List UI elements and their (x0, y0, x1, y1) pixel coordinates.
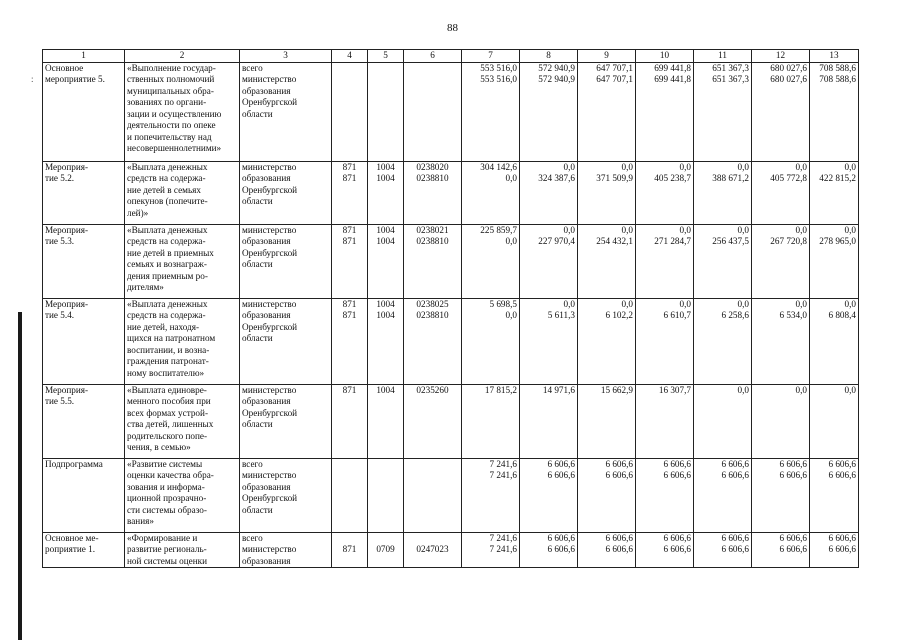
row-description-cell (125, 62, 240, 161)
code-value: 0238810 (416, 236, 449, 246)
value-line: 680 027,6 (770, 74, 807, 84)
value-cell (636, 62, 694, 161)
code-grbs-cell (332, 532, 368, 568)
value-line: 572 940,9 (538, 74, 575, 84)
code-value: 871 (342, 384, 357, 395)
value-line: 680 027,6 (770, 62, 807, 73)
code-value (370, 63, 401, 75)
row-label: Основное мероприятие 5. (45, 62, 105, 84)
code-value (334, 459, 365, 471)
code-value: 871 (342, 161, 357, 172)
code-target-cell (404, 384, 462, 458)
code-value: 1004 (376, 236, 395, 246)
value-line: 553 516,0 (480, 74, 517, 84)
row-label-cell (43, 62, 125, 161)
value-cell (694, 298, 752, 384)
value-line: 5 698,5 (489, 298, 517, 309)
row-label-cell (43, 298, 125, 384)
code-value (406, 470, 459, 482)
code-value: 0238021 (416, 224, 449, 235)
value-line: 0,0 (679, 298, 691, 309)
value-line: 0,0 (737, 384, 749, 395)
code-section-cell (368, 458, 404, 532)
value-line: 6 606,6 (721, 532, 749, 543)
code-section-cell (368, 298, 404, 384)
value-line: 227 970,4 (538, 236, 575, 246)
code-value: 0247023 (416, 544, 449, 554)
value-cell (520, 298, 578, 384)
row-description-cell (125, 384, 240, 458)
value-line: 647 707,1 (596, 74, 633, 84)
value-line: 7 241,6 (489, 458, 517, 469)
code-target-cell (404, 532, 462, 568)
value-line: 6 606,6 (547, 470, 575, 480)
value-line: 422 815,2 (819, 173, 856, 183)
value-line: 0,0 (679, 224, 691, 235)
value-line: 651 367,3 (712, 74, 749, 84)
header-cell: 2 (125, 50, 240, 63)
value-line: 7 241,6 (489, 470, 517, 480)
code-section-cell (368, 532, 404, 568)
code-grbs-cell (332, 384, 368, 458)
row-description: «Выполнение государ- ственных полномочий муниципальных обра- зованиях по органи- зации и осуществлению деятельности по опеке и попечительству над несовершеннолетними» (127, 62, 222, 153)
value-line: 0,0 (563, 298, 575, 309)
code-value (334, 63, 365, 75)
code-value: 0235260 (416, 384, 449, 395)
value-line: 324 387,6 (538, 173, 575, 183)
value-line: 699 441,8 (654, 74, 691, 84)
code-value (370, 533, 401, 545)
value-line: 6 606,6 (779, 544, 807, 554)
code-value (370, 74, 401, 86)
value-cell (694, 224, 752, 298)
row-label: Подпрограмма (45, 458, 103, 469)
value-cell (752, 161, 810, 224)
value-line: 6 102,2 (605, 310, 633, 320)
code-value: 1004 (376, 161, 395, 172)
row-label-cell (43, 161, 125, 224)
executor-line: всего (242, 458, 263, 469)
value-cell (752, 224, 810, 298)
value-line: 6 606,6 (605, 470, 633, 480)
value-line: 6 606,6 (779, 470, 807, 480)
value-cell (636, 161, 694, 224)
value-line: 371 509,9 (596, 173, 633, 183)
value-line: 6 606,6 (663, 532, 691, 543)
value-line: 0,0 (737, 298, 749, 309)
code-value: 871 (342, 173, 357, 183)
value-line: 6 606,6 (605, 544, 633, 554)
code-value: 871 (342, 224, 357, 235)
value-line: 6 534,0 (779, 310, 807, 320)
value-cell (520, 384, 578, 458)
value-line: 6 606,6 (547, 544, 575, 554)
value-cell (636, 384, 694, 458)
code-value: 1004 (376, 224, 395, 235)
value-line: 405 238,7 (654, 173, 691, 183)
row-description: «Выплата денежных средств на содержа- ние детей в приемных семьях и вознаграж- дения приемным ро- дителям» (127, 224, 214, 292)
value-line: 6 606,6 (547, 458, 575, 469)
value-line: 6 606,6 (721, 544, 749, 554)
row-description: «Развитие системы оценки качества обра- зования и информа- ционной прозрачно- сти системы образо- вания» (127, 458, 214, 526)
value-cell (520, 62, 578, 161)
header-cell: 8 (520, 50, 578, 63)
value-line: 6 606,6 (663, 544, 691, 554)
code-grbs-cell (332, 224, 368, 298)
value-line: 0,0 (679, 161, 691, 172)
value-line: 0,0 (621, 224, 633, 235)
table-row (43, 458, 859, 532)
value-cell (810, 161, 859, 224)
header-cell: 4 (332, 50, 368, 63)
table-header-row (43, 50, 859, 63)
scan-edge-bar (18, 312, 22, 640)
header-cell: 10 (636, 50, 694, 63)
value-cell (636, 298, 694, 384)
value-cell (462, 62, 520, 161)
header-cell: 12 (752, 50, 810, 63)
value-cell (694, 384, 752, 458)
value-line: 256 437,5 (712, 236, 749, 246)
value-cell (578, 458, 636, 532)
value-cell (810, 532, 859, 568)
value-line: 6 606,6 (828, 458, 856, 469)
value-cell (578, 161, 636, 224)
executor-cell (240, 384, 332, 458)
value-line: 6 606,6 (828, 532, 856, 543)
value-line: 6 258,6 (721, 310, 749, 320)
value-line: 304 142,6 (480, 161, 517, 172)
code-value: 0238025 (416, 298, 449, 309)
code-value: 0238810 (416, 173, 449, 183)
value-line: 0,0 (795, 384, 807, 395)
executor-cell (240, 62, 332, 161)
value-cell (752, 458, 810, 532)
executor-cell (240, 458, 332, 532)
code-grbs-cell (332, 458, 368, 532)
code-value: 0238810 (416, 310, 449, 320)
code-target-cell (404, 458, 462, 532)
value-line: 6 606,6 (547, 532, 575, 543)
value-line: 0,0 (844, 298, 856, 309)
code-target-cell (404, 224, 462, 298)
value-line: 405 772,8 (770, 173, 807, 183)
code-target-cell (404, 62, 462, 161)
value-line: 0,0 (795, 224, 807, 235)
value-line: 254 432,1 (596, 236, 633, 246)
value-line: 0,0 (737, 224, 749, 235)
value-cell (694, 161, 752, 224)
executor-line: министерство образования Оренбургской области (242, 74, 298, 119)
value-line: 17 815,2 (484, 384, 517, 395)
value-line: 6 606,6 (779, 532, 807, 543)
value-line: 225 859,7 (480, 224, 517, 235)
value-cell (462, 224, 520, 298)
row-description-cell (125, 298, 240, 384)
value-cell (810, 384, 859, 458)
code-value (406, 533, 459, 545)
code-value (334, 470, 365, 482)
code-value (334, 74, 365, 86)
row-label: Мероприя- тие 5.3. (45, 224, 89, 246)
code-value: 871 (342, 236, 357, 246)
code-value (406, 459, 459, 471)
table-body (43, 50, 859, 568)
header-cell: 9 (578, 50, 636, 63)
value-line: 15 662,9 (600, 384, 633, 395)
value-cell (810, 62, 859, 161)
table-row (43, 298, 859, 384)
executor-line: министерство образования (242, 544, 297, 566)
value-cell (520, 458, 578, 532)
value-line: 16 307,7 (658, 384, 691, 395)
value-line: 7 241,6 (489, 532, 517, 543)
row-description-cell (125, 458, 240, 532)
row-label: Мероприя- тие 5.4. (45, 298, 89, 320)
value-cell (578, 298, 636, 384)
value-line: 6 606,6 (605, 532, 633, 543)
value-cell (520, 532, 578, 568)
code-section-cell (368, 224, 404, 298)
page-number: 88 (447, 22, 458, 34)
table-row (43, 384, 859, 458)
value-line: 572 940,9 (538, 62, 575, 73)
value-line: 708 588,6 (819, 74, 856, 84)
code-value: 871 (342, 298, 357, 309)
value-line: 647 707,1 (596, 62, 633, 73)
value-line: 0,0 (844, 224, 856, 235)
value-cell (694, 532, 752, 568)
row-description: «Выплата денежных средств на содержа- ние детей в семьях опекунов (попечите- лей)» (127, 161, 208, 218)
executor-line: всего (242, 532, 263, 543)
value-line: 388 671,2 (712, 173, 749, 183)
header-cell: 6 (404, 50, 462, 63)
row-label-cell (43, 532, 125, 568)
value-cell (520, 161, 578, 224)
row-label-cell (43, 384, 125, 458)
row-label: Основное ме- роприятие 1. (45, 532, 99, 554)
code-value (334, 533, 365, 545)
value-cell (636, 458, 694, 532)
value-line: 6 808,4 (828, 310, 856, 320)
header-cell: 5 (368, 50, 404, 63)
value-line: 6 606,6 (828, 470, 856, 480)
value-line: 278 965,0 (819, 236, 856, 246)
value-cell (462, 532, 520, 568)
code-value: 1004 (376, 310, 395, 320)
value-cell (636, 532, 694, 568)
code-value: 871 (342, 544, 357, 554)
executor-cell (240, 224, 332, 298)
value-line: 6 606,6 (605, 458, 633, 469)
row-description: «Формирование и развитие региональ- ной системы оценки (127, 532, 208, 566)
value-line: 0,0 (563, 161, 575, 172)
value-line: 6 606,6 (779, 458, 807, 469)
table-row (43, 224, 859, 298)
value-line: 0,0 (795, 161, 807, 172)
value-cell (752, 532, 810, 568)
code-value: 871 (342, 310, 357, 320)
code-value (406, 63, 459, 75)
value-line: 0,0 (844, 384, 856, 395)
header-cell: 3 (240, 50, 332, 63)
executor-cell (240, 161, 332, 224)
executor-cell (240, 532, 332, 568)
row-description: «Выплата денежных средств на содержа- ние детей, находя- щихся на патронатном воспитании, и возна- граждения патронат- ному воспитателю» (127, 298, 216, 378)
executor-line: министерство образования Оренбургской области (242, 298, 298, 343)
value-cell (578, 532, 636, 568)
value-cell (636, 224, 694, 298)
value-cell (578, 384, 636, 458)
value-line: 0,0 (505, 173, 517, 183)
code-target-cell (404, 298, 462, 384)
value-line: 699 441,8 (654, 62, 691, 73)
table-row (43, 62, 859, 161)
code-value (370, 470, 401, 482)
value-line: 6 606,6 (828, 544, 856, 554)
value-line: 6 606,6 (721, 458, 749, 469)
value-cell (578, 62, 636, 161)
value-cell (462, 458, 520, 532)
row-description-cell (125, 224, 240, 298)
executor-line: всего (242, 62, 263, 73)
budget-table (42, 49, 859, 568)
value-line: 651 367,3 (712, 62, 749, 73)
value-line: 6 606,6 (663, 470, 691, 480)
value-cell (462, 161, 520, 224)
value-line: 553 516,0 (480, 62, 517, 73)
row-label: Мероприя- тие 5.5. (45, 384, 89, 406)
code-grbs-cell (332, 62, 368, 161)
value-line: 0,0 (795, 298, 807, 309)
value-line: 7 241,6 (489, 544, 517, 554)
value-cell (578, 224, 636, 298)
value-line: 6 610,7 (663, 310, 691, 320)
code-section-cell (368, 62, 404, 161)
value-cell (810, 224, 859, 298)
header-cell: 13 (810, 50, 859, 63)
value-cell (520, 224, 578, 298)
code-section-cell (368, 384, 404, 458)
value-line: 0,0 (505, 310, 517, 320)
executor-line: министерство образования Оренбургской области (242, 224, 298, 269)
row-label-cell (43, 458, 125, 532)
row-description-cell (125, 532, 240, 568)
code-section-cell (368, 161, 404, 224)
table-row (43, 161, 859, 224)
executor-line: министерство образования Оренбургской области (242, 384, 298, 429)
value-line: 267 720,8 (770, 236, 807, 246)
value-line: 0,0 (737, 161, 749, 172)
code-value: 1004 (376, 384, 395, 395)
value-cell (810, 458, 859, 532)
code-target-cell (404, 161, 462, 224)
value-cell (810, 298, 859, 384)
value-line: 0,0 (621, 298, 633, 309)
value-line: 6 606,6 (663, 458, 691, 469)
value-cell (462, 298, 520, 384)
header-cell: 1 (43, 50, 125, 63)
code-value (406, 74, 459, 86)
executor-line: министерство образования Оренбургской области (242, 470, 298, 515)
row-description: «Выплата единовре- менного пособия при всех формах устрой- ства детей, лишенных родительского попе- чения, в семью» (127, 384, 214, 452)
value-line: 271 284,7 (654, 236, 691, 246)
code-value (370, 459, 401, 471)
value-line: 0,0 (563, 224, 575, 235)
code-grbs-cell (332, 161, 368, 224)
margin-mark: : (31, 74, 34, 84)
code-grbs-cell (332, 298, 368, 384)
value-line: 14 971,6 (542, 384, 575, 395)
value-line: 0,0 (621, 161, 633, 172)
value-cell (752, 298, 810, 384)
value-line: 0,0 (505, 236, 517, 246)
code-value: 1004 (376, 298, 395, 309)
row-description-cell (125, 161, 240, 224)
value-cell (694, 458, 752, 532)
value-cell (752, 384, 810, 458)
code-value: 0238020 (416, 161, 449, 172)
code-value: 1004 (376, 173, 395, 183)
value-line: 5 611,3 (547, 310, 575, 320)
code-value: 0709 (376, 544, 395, 554)
value-cell (694, 62, 752, 161)
value-cell (752, 62, 810, 161)
header-cell: 11 (694, 50, 752, 63)
row-label: Мероприя- тие 5.2. (45, 161, 89, 183)
header-cell: 7 (462, 50, 520, 63)
executor-cell (240, 298, 332, 384)
value-line: 6 606,6 (721, 470, 749, 480)
value-cell (462, 384, 520, 458)
value-line: 708 588,6 (819, 62, 856, 73)
row-label-cell (43, 224, 125, 298)
table-row (43, 532, 859, 568)
executor-line: министерство образования Оренбургской области (242, 161, 298, 206)
value-line: 0,0 (844, 161, 856, 172)
